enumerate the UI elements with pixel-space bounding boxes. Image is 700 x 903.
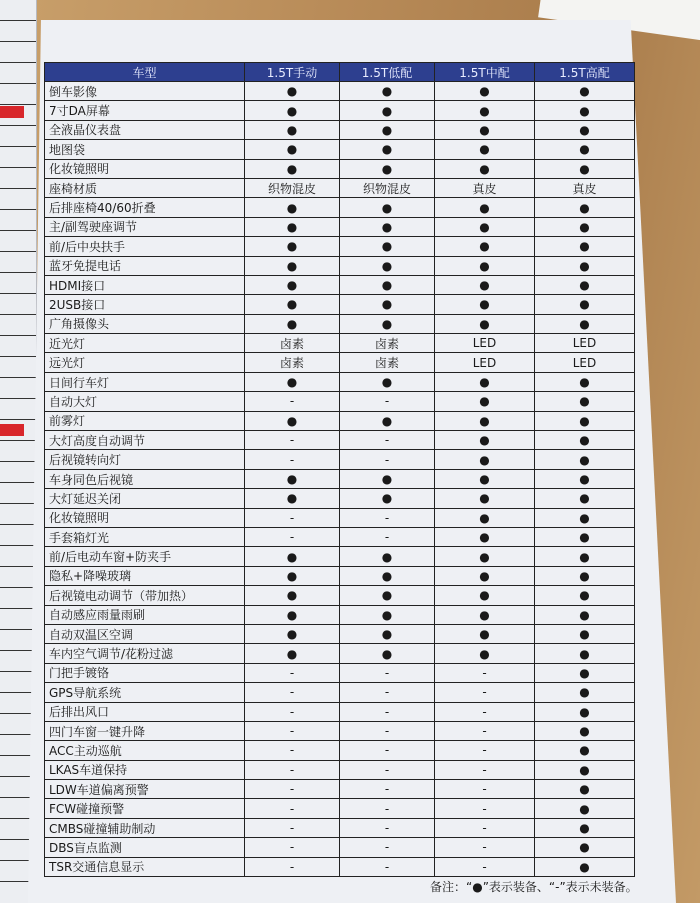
table-row — [45, 431, 635, 450]
value-cell: - — [340, 838, 435, 857]
value-cell: ● — [435, 256, 535, 275]
value-cell: ● — [535, 857, 635, 876]
value-cell: ● — [535, 275, 635, 294]
table-row — [45, 644, 635, 663]
table-row — [45, 217, 635, 236]
value-cell: ● — [340, 566, 435, 585]
table-row — [45, 198, 635, 217]
feature-cell: FCW碰撞预警 — [45, 799, 245, 818]
value-cell: - — [435, 799, 535, 818]
feature-cell: 化妆镜照明 — [45, 159, 245, 178]
feature-cell: 自动感应雨量雨刷 — [45, 605, 245, 624]
value-cell: 织物混皮 — [245, 178, 340, 197]
value-cell: - — [245, 799, 340, 818]
table-row — [45, 82, 635, 101]
value-cell: ● — [245, 159, 340, 178]
feature-cell: 地图袋 — [45, 140, 245, 159]
feature-cell: 全液晶仪表盘 — [45, 120, 245, 139]
value-cell: 卤素 — [340, 353, 435, 372]
value-cell: - — [435, 857, 535, 876]
left-page-rule — [0, 651, 36, 672]
value-cell: 卤素 — [245, 334, 340, 353]
feature-header: 车型 — [45, 63, 245, 82]
value-cell: - — [245, 780, 340, 799]
value-cell: ● — [340, 586, 435, 605]
table-row — [45, 818, 635, 837]
left-page-rule — [0, 147, 36, 168]
value-cell: ● — [245, 566, 340, 585]
value-cell: ● — [340, 120, 435, 139]
value-cell: ● — [435, 489, 535, 508]
value-cell: ● — [245, 372, 340, 391]
left-page-rule — [0, 315, 36, 336]
value-cell: - — [340, 450, 435, 469]
value-cell: 真皮 — [535, 178, 635, 197]
feature-cell: CMBS碰撞辅助制动 — [45, 818, 245, 837]
value-cell: LED — [535, 334, 635, 353]
value-cell: ● — [535, 256, 635, 275]
table-row — [45, 275, 635, 294]
feature-cell: 7寸DA屏幕 — [45, 101, 245, 120]
value-cell: ● — [245, 586, 340, 605]
value-cell: ● — [435, 217, 535, 236]
value-cell: ● — [245, 624, 340, 643]
value-cell: ● — [535, 624, 635, 643]
value-cell: ● — [245, 411, 340, 430]
left-page-rule — [0, 504, 36, 525]
value-cell: ● — [340, 237, 435, 256]
value-cell: ● — [535, 392, 635, 411]
value-cell: - — [435, 838, 535, 857]
value-cell: ● — [435, 372, 535, 391]
value-cell: ● — [435, 566, 535, 585]
value-cell: - — [245, 760, 340, 779]
value-cell: ● — [245, 140, 340, 159]
value-cell: ● — [245, 237, 340, 256]
value-cell: - — [245, 702, 340, 721]
value-cell: ● — [435, 101, 535, 120]
left-page-rule — [0, 672, 36, 693]
value-cell: ● — [245, 256, 340, 275]
value-cell: - — [245, 392, 340, 411]
feature-cell: ACC主动巡航 — [45, 741, 245, 760]
left-page-rule — [0, 546, 36, 567]
left-page-rule — [0, 609, 36, 630]
table-row — [45, 314, 635, 333]
left-page-rule — [0, 210, 36, 231]
value-cell: - — [340, 392, 435, 411]
value-cell: ● — [340, 314, 435, 333]
value-cell: ● — [535, 295, 635, 314]
value-cell: ● — [435, 508, 535, 527]
value-cell: ● — [535, 314, 635, 333]
value-cell: ● — [245, 605, 340, 624]
value-cell: - — [245, 683, 340, 702]
value-cell: ● — [435, 527, 535, 546]
left-page-rule — [0, 630, 36, 651]
value-cell: ● — [435, 198, 535, 217]
value-cell: ● — [535, 372, 635, 391]
value-cell: ● — [535, 566, 635, 585]
table-row — [45, 489, 635, 508]
value-cell: ● — [340, 159, 435, 178]
value-cell: LED — [535, 353, 635, 372]
spec-table — [44, 62, 635, 877]
feature-cell: 隐私+降噪玻璃 — [45, 566, 245, 585]
left-page-rule — [0, 294, 36, 315]
value-cell: ● — [245, 101, 340, 120]
table-row — [45, 683, 635, 702]
feature-cell: 后排出风口 — [45, 702, 245, 721]
value-cell: ● — [340, 256, 435, 275]
value-cell: ● — [245, 547, 340, 566]
table-row — [45, 857, 635, 876]
value-cell: - — [245, 721, 340, 740]
left-page-rule — [0, 525, 36, 546]
value-cell: ● — [535, 605, 635, 624]
value-cell: ● — [535, 663, 635, 682]
value-cell: ● — [340, 605, 435, 624]
table-row — [45, 101, 635, 120]
left-page-rule — [0, 399, 36, 420]
value-cell: ● — [340, 547, 435, 566]
value-cell: ● — [245, 314, 340, 333]
value-cell: ● — [340, 624, 435, 643]
value-cell: - — [435, 683, 535, 702]
value-cell: ● — [340, 295, 435, 314]
value-cell: ● — [535, 120, 635, 139]
feature-cell: 近光灯 — [45, 334, 245, 353]
model-header: 1.5T低配 — [340, 63, 435, 82]
value-cell: - — [245, 741, 340, 760]
value-cell: ● — [435, 392, 535, 411]
feature-cell: 大灯延迟关闭 — [45, 489, 245, 508]
value-cell: 织物混皮 — [340, 178, 435, 197]
value-cell: 真皮 — [435, 178, 535, 197]
value-cell: ● — [535, 838, 635, 857]
value-cell: - — [340, 702, 435, 721]
left-page-rule — [0, 189, 36, 210]
value-cell: ● — [535, 469, 635, 488]
table-row — [45, 140, 635, 159]
feature-cell: 自动双温区空调 — [45, 624, 245, 643]
value-cell: ● — [340, 198, 435, 217]
value-cell: ● — [535, 508, 635, 527]
value-cell: - — [245, 857, 340, 876]
value-cell: ● — [535, 527, 635, 546]
value-cell: ● — [340, 82, 435, 101]
value-cell: ● — [435, 275, 535, 294]
value-cell: ● — [435, 295, 535, 314]
feature-cell: 前/后中央扶手 — [45, 237, 245, 256]
table-row — [45, 353, 635, 372]
feature-cell: 座椅材质 — [45, 178, 245, 197]
table-row — [45, 838, 635, 857]
value-cell: - — [340, 431, 435, 450]
model-header: 1.5T中配 — [435, 63, 535, 82]
feature-cell: 远光灯 — [45, 353, 245, 372]
value-cell: ● — [340, 101, 435, 120]
table-row — [45, 586, 635, 605]
value-cell: ● — [435, 314, 535, 333]
feature-cell: 后视镜电动调节（带加热） — [45, 586, 245, 605]
table-row — [45, 508, 635, 527]
table-row — [45, 159, 635, 178]
table-row — [45, 780, 635, 799]
value-cell: ● — [435, 431, 535, 450]
feature-cell: LKAS车道保持 — [45, 760, 245, 779]
feature-cell: 手套箱灯光 — [45, 527, 245, 546]
feature-cell: 2USB接口 — [45, 295, 245, 314]
value-cell: ● — [340, 217, 435, 236]
table-row — [45, 450, 635, 469]
feature-cell: 后排座椅40/60折叠 — [45, 198, 245, 217]
value-cell: ● — [535, 450, 635, 469]
table-row — [45, 469, 635, 488]
feature-cell: GPS导航系统 — [45, 683, 245, 702]
value-cell: - — [435, 818, 535, 837]
value-cell: ● — [535, 799, 635, 818]
left-page-rule — [0, 588, 36, 609]
left-page-rule — [0, 231, 36, 252]
value-cell: - — [245, 663, 340, 682]
left-page-rule — [0, 0, 36, 21]
value-cell: ● — [535, 237, 635, 256]
table-row — [45, 334, 635, 353]
feature-cell: 前雾灯 — [45, 411, 245, 430]
value-cell: - — [435, 702, 535, 721]
value-cell: - — [340, 741, 435, 760]
value-cell: ● — [535, 702, 635, 721]
value-cell: ● — [340, 275, 435, 294]
value-cell: ● — [535, 683, 635, 702]
value-cell: ● — [435, 120, 535, 139]
left-page-rule — [0, 483, 36, 504]
value-cell: ● — [535, 586, 635, 605]
value-cell: ● — [340, 411, 435, 430]
left-page-rule — [0, 63, 36, 84]
value-cell: ● — [435, 469, 535, 488]
value-cell: - — [245, 450, 340, 469]
value-cell: ● — [245, 489, 340, 508]
value-cell: - — [435, 663, 535, 682]
value-cell: - — [435, 760, 535, 779]
value-cell: ● — [435, 624, 535, 643]
value-cell: ● — [535, 82, 635, 101]
value-cell: ● — [535, 101, 635, 120]
value-cell: ● — [340, 644, 435, 663]
table-row — [45, 605, 635, 624]
value-cell: - — [340, 683, 435, 702]
table-row — [45, 760, 635, 779]
value-cell: ● — [535, 198, 635, 217]
value-cell: ● — [435, 605, 535, 624]
value-cell: ● — [245, 120, 340, 139]
left-page-rule — [0, 357, 36, 378]
table-row — [45, 624, 635, 643]
value-cell: - — [245, 527, 340, 546]
value-cell: ● — [340, 469, 435, 488]
value-cell: - — [245, 838, 340, 857]
value-cell: ● — [435, 411, 535, 430]
value-cell: - — [435, 741, 535, 760]
table-row — [45, 411, 635, 430]
feature-cell: 车身同色后视镜 — [45, 469, 245, 488]
feature-cell: 广角摄像头 — [45, 314, 245, 333]
value-cell: ● — [535, 411, 635, 430]
left-page-rule — [0, 441, 36, 462]
feature-cell: 后视镜转向灯 — [45, 450, 245, 469]
table-row — [45, 799, 635, 818]
feature-cell: 大灯高度自动调节 — [45, 431, 245, 450]
feature-cell: 前/后电动车窗+防夹手 — [45, 547, 245, 566]
value-cell: - — [340, 527, 435, 546]
value-cell: - — [245, 818, 340, 837]
value-cell: ● — [245, 198, 340, 217]
table-row — [45, 178, 635, 197]
feature-cell: LDW车道偏离预警 — [45, 780, 245, 799]
table-row — [45, 527, 635, 546]
value-cell: ● — [435, 159, 535, 178]
table-row — [45, 702, 635, 721]
value-cell: ● — [535, 741, 635, 760]
feature-cell: 自动大灯 — [45, 392, 245, 411]
value-cell: - — [340, 760, 435, 779]
value-cell: ● — [535, 159, 635, 178]
value-cell: ● — [535, 760, 635, 779]
value-cell: - — [340, 721, 435, 740]
feature-cell: 化妆镜照明 — [45, 508, 245, 527]
value-cell: 卤素 — [340, 334, 435, 353]
left-page-rule — [0, 252, 36, 273]
table-row — [45, 372, 635, 391]
value-cell: ● — [435, 450, 535, 469]
left-page-rule — [0, 84, 36, 105]
value-cell: ● — [245, 469, 340, 488]
left-page-rule — [0, 336, 36, 357]
value-cell: - — [340, 799, 435, 818]
value-cell: ● — [435, 586, 535, 605]
left-page-rule — [0, 21, 36, 42]
value-cell: ● — [535, 217, 635, 236]
value-cell: ● — [535, 818, 635, 837]
value-cell: ● — [340, 140, 435, 159]
left-page-rule — [0, 168, 36, 189]
value-cell: ● — [435, 547, 535, 566]
value-cell: LED — [435, 334, 535, 353]
feature-cell: TSR交通信息显示 — [45, 857, 245, 876]
value-cell: LED — [435, 353, 535, 372]
value-cell: - — [245, 431, 340, 450]
table-row — [45, 237, 635, 256]
value-cell: - — [340, 857, 435, 876]
value-cell: ● — [245, 82, 340, 101]
feature-cell: HDMI接口 — [45, 275, 245, 294]
table-row — [45, 392, 635, 411]
feature-cell: 主/副驾驶座调节 — [45, 217, 245, 236]
value-cell: ● — [535, 780, 635, 799]
value-cell: ● — [535, 489, 635, 508]
table-row — [45, 120, 635, 139]
value-cell: - — [340, 508, 435, 527]
value-cell: - — [245, 508, 340, 527]
value-cell: ● — [340, 489, 435, 508]
value-cell: - — [435, 780, 535, 799]
value-cell: ● — [340, 372, 435, 391]
table-row — [45, 566, 635, 585]
feature-cell: 门把手镀铬 — [45, 663, 245, 682]
left-page-rule — [0, 273, 36, 294]
table-row — [45, 741, 635, 760]
value-cell: ● — [435, 237, 535, 256]
value-cell: ● — [245, 217, 340, 236]
red-marker — [0, 106, 24, 118]
value-cell: ● — [245, 275, 340, 294]
left-page-rule — [0, 126, 36, 147]
feature-cell: 日间行车灯 — [45, 372, 245, 391]
value-cell: - — [340, 818, 435, 837]
table-row — [45, 295, 635, 314]
left-page-rule — [0, 567, 36, 588]
left-page-rule — [0, 42, 36, 63]
value-cell: - — [435, 721, 535, 740]
value-cell: ● — [535, 721, 635, 740]
value-cell: ● — [435, 82, 535, 101]
value-cell: ● — [245, 295, 340, 314]
header-row — [45, 63, 635, 82]
value-cell: ● — [435, 140, 535, 159]
footer-note: 备注：“●”表示装备、“-”表示未装备。 — [430, 880, 638, 894]
feature-cell: 蓝牙免提电话 — [45, 256, 245, 275]
value-cell: ● — [535, 140, 635, 159]
model-header: 1.5T手动 — [245, 63, 340, 82]
table-row — [45, 547, 635, 566]
left-page-rule — [0, 462, 36, 483]
left-page-rule — [0, 378, 36, 399]
value-cell: - — [340, 663, 435, 682]
value-cell: ● — [245, 644, 340, 663]
feature-cell: 车内空气调节/花粉过滤 — [45, 644, 245, 663]
value-cell: ● — [535, 431, 635, 450]
value-cell: ● — [535, 547, 635, 566]
feature-cell: DBS盲点监测 — [45, 838, 245, 857]
table-row — [45, 663, 635, 682]
table-row — [45, 256, 635, 275]
table-row — [45, 721, 635, 740]
value-cell: 卤素 — [245, 353, 340, 372]
model-header: 1.5T高配 — [535, 63, 635, 82]
red-marker — [0, 424, 24, 436]
value-cell: - — [340, 780, 435, 799]
feature-cell: 四门车窗一键升降 — [45, 721, 245, 740]
value-cell: ● — [435, 644, 535, 663]
value-cell: ● — [535, 644, 635, 663]
left-page-rule — [0, 693, 36, 714]
feature-cell: 倒车影像 — [45, 82, 245, 101]
